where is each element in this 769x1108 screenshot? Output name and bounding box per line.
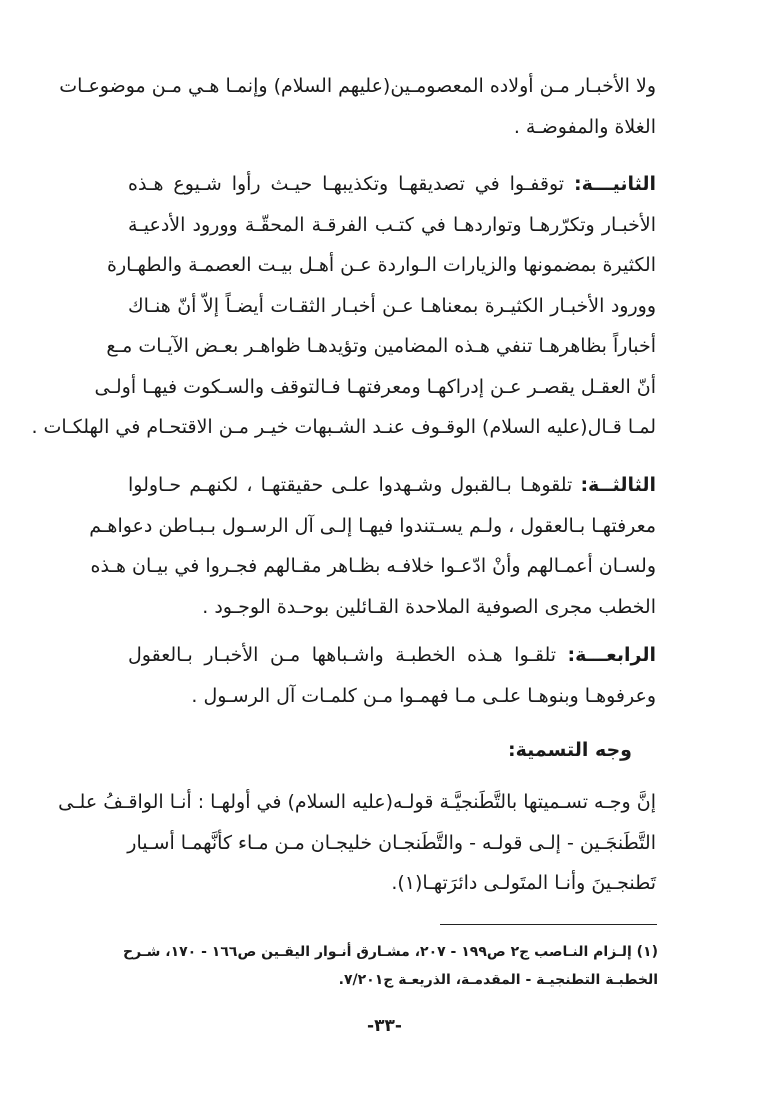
paragraph-fourth-opinion: [128, 635, 656, 716]
section-heading: وجه التسمية:: [508, 739, 632, 761]
paragraph-naming: [58, 782, 656, 904]
text-line: الأخبـار وتكرّرهـا وتواردهـا في كتـب الفرقـة المحقّـة وورود الأدعيـة: [128, 213, 656, 236]
paragraph-continuation: [59, 66, 656, 147]
text-line: أخباراً بظاهرهـا تنفي هـذه المضامين وتؤيدهـا ظواهـر بعـض الآيـات مـع: [106, 335, 656, 357]
text-line-rest: تلقوهـا بـالقبول وشـهدوا علـى حقيقتهـا ، لكنهـم حـاولوا: [128, 474, 581, 496]
text-line: وعرفوهـا وبنوهـا علـى مـا فهمـوا مـن كلمـات آل الرسـول .: [191, 684, 656, 707]
page-number: -٣٣-: [367, 1016, 402, 1036]
paragraph-lead: الثانيـــة:: [573, 173, 656, 195]
text-line: تَطنجـينَ وأنـا المتَولـى دائرَتهـا(١).: [391, 872, 656, 894]
text-line: الغلاة والمفوضـة .: [513, 115, 656, 138]
text-line: ولسـان أعمـالهم وأنْ ادّعـوا خلافـه بظـاهر مقـالهم فجـروا في بيـان هـذه: [90, 555, 656, 577]
text-line: الكثيرة بمضمونها والزيارات الـواردة عـن أهـل بيـت العصمـة والطهـارة: [106, 254, 656, 276]
paragraph-third-opinion: [89, 465, 656, 627]
footnote: [123, 938, 658, 994]
text-line: وورود الأخبـار الكثيـرة بمعناهـا عـن أخبـار الثقـات أيضـاً إلاّ أنّ هنـاك: [128, 294, 656, 317]
text-line: ولا الأخبـار مـن أولاده المعصومـين(عليهم السلام) وإنمـا هـي مـن موضوعـات: [59, 75, 656, 97]
footnote-line: (١) إلـزام النـاصب ج٢ ص١٩٩ - ٢٠٧، مشـارق أنـوار اليقـين ص١٦٦ - ١٧٠، شـرح: [123, 944, 658, 960]
text-line-rest: تلقـوا هـذه الخطبـة واشـباهها مـن الأخبـار بـالعقول: [128, 644, 568, 666]
text-line: التَّطَنجَـين - إلـى قولـه - والتَّطَنجـان خليجـان مـن مـاء كأنَّهمـا أسـيار: [127, 831, 656, 854]
text-line: إنَّ وجـه تسـميتها بالتَّطَنجيَّـة قولـه(عليه السلام) في أولهـا : أنـا الواقـفُ علـى: [58, 791, 656, 813]
footnote-line: الخطبـة التطنجيـة - المقدمـة، الذريعـة ج٧/٢٠١.: [338, 972, 658, 988]
paragraph-lead: الرابعـــة:: [567, 644, 656, 666]
text-line: معرفتهـا بـالعقول ، ولـم يسـتندوا فيهـا إلـى آل الرسـول بـبـاطن دعواهـم: [89, 514, 656, 537]
paragraph-second-opinion: [31, 164, 656, 448]
text-line: [128, 635, 656, 676]
text-line: الخطب مجرى الصوفية الملاحدة القـائلين بوحـدة الوجـود .: [202, 595, 656, 618]
footnote-divider: [440, 924, 657, 925]
text-line: أنّ العقـل يقصـر عـن إدراكهـا ومعرفتهـا فـالتوقف والسـكوت فيهـا أولـى: [94, 375, 656, 398]
text-line: [128, 465, 656, 506]
text-line-rest: توقفـوا في تصديقهـا وتكذيبهـا حيـث رأوا شـيوع هـذه: [128, 173, 574, 195]
paragraph-lead: الثالثــة:: [580, 474, 656, 496]
text-line: لمـا قـال(عليه السلام) الوقـوف عنـد الشـبهات خيـر مـن الاقتحـام في الهلكـات .: [31, 416, 656, 438]
text-line: [128, 164, 656, 205]
